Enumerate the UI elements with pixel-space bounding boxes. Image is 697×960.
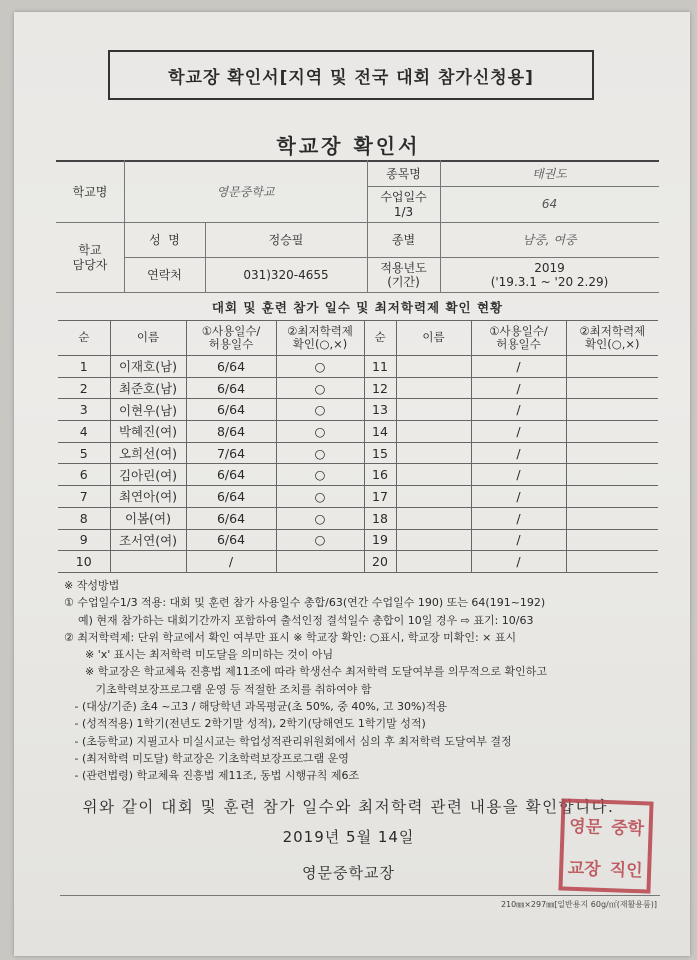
- col-days-line1: ①사용일수/: [201, 323, 261, 338]
- row-check: [566, 464, 658, 486]
- year-value: [440, 258, 659, 292]
- row-no: 20: [364, 551, 396, 573]
- seal-glyph: 영문: [568, 816, 603, 838]
- table-row: [58, 529, 658, 551]
- table-row: [58, 442, 658, 464]
- row-check: ○: [276, 377, 364, 399]
- row-days: /: [471, 464, 566, 486]
- event-value: 태권도: [532, 166, 567, 181]
- row-name: 조서연(여): [110, 529, 186, 551]
- row-check: ○: [276, 529, 364, 551]
- col-days-right-line1: ①사용일수/: [489, 323, 548, 338]
- row-name: [110, 551, 186, 573]
- row-no: 6: [58, 464, 110, 486]
- row-name: 최준호(남): [110, 377, 186, 399]
- row-no: 10: [58, 551, 110, 573]
- row-check: [566, 529, 658, 551]
- writing-instructions: [64, 577, 674, 785]
- table-row: [58, 486, 658, 508]
- manager-label-line1: 학교: [78, 243, 102, 258]
- issue-date: 2019년 5월 14일: [282, 828, 415, 846]
- row-name: [396, 442, 471, 464]
- seal-glyph: 중학: [610, 817, 645, 839]
- table-row: [58, 551, 658, 573]
- row-days: 6/64: [186, 399, 276, 421]
- instruction-line: ※ 작성방법: [64, 579, 120, 592]
- row-no: 17: [364, 486, 396, 508]
- row-days: /: [471, 507, 566, 529]
- document-title: 학교장 확인서: [276, 134, 421, 158]
- row-name: [396, 399, 471, 421]
- row-days: /: [471, 356, 566, 378]
- row-name: [396, 464, 471, 486]
- col-days-right-line2: 허용일수: [496, 337, 541, 351]
- row-no: 3: [58, 399, 110, 421]
- table-row: [58, 464, 658, 486]
- instruction-line: ※ 'x' 표시는 최저학력 미도달을 의미하는 것이 아님: [64, 648, 334, 662]
- year-label: [367, 258, 440, 292]
- row-check: ○: [276, 464, 364, 486]
- row-name: [396, 529, 471, 551]
- row-name: 최연아(여): [110, 486, 186, 508]
- row-check: [566, 421, 658, 443]
- footer-rule: [60, 895, 660, 896]
- row-check: [566, 551, 658, 573]
- grid-rule: [56, 292, 659, 293]
- col-no: 순: [58, 321, 110, 356]
- contact-value: 031)320-4655: [243, 267, 329, 282]
- days-label-line2: 1/3: [393, 204, 414, 219]
- row-days: 6/64: [186, 486, 276, 508]
- row-name: 이봄(여): [110, 507, 186, 529]
- manager-label: [56, 223, 124, 292]
- type-label: 종별: [391, 232, 416, 247]
- school-value: 영문중학교: [216, 184, 275, 199]
- col-check-line1: ②최저학력제: [287, 323, 353, 338]
- row-no: 11: [364, 356, 396, 378]
- row-check: ○: [276, 356, 364, 378]
- principal-signature: 영문중학교장: [302, 864, 395, 882]
- instruction-line: 기초학력보장프로그램 운영 등 적절한 조치를 취하여야 함: [64, 682, 372, 696]
- row-no: 8: [58, 507, 110, 529]
- row-check: ○: [276, 507, 364, 529]
- instruction-line: ② 최저학력제: 단위 학교에서 확인 여부만 표시 ※ 학교장 확인: ○표시, 학교장 미확인: × 표시: [64, 630, 517, 644]
- row-no: 14: [364, 421, 396, 443]
- row-no: 19: [364, 529, 396, 551]
- days-label: [367, 187, 440, 222]
- row-check: [276, 551, 364, 573]
- row-days: 6/64: [186, 529, 276, 551]
- col-check-line2: 확인(○,×): [292, 337, 348, 351]
- col-check-right: [566, 321, 658, 356]
- row-name: 박혜진(여): [110, 421, 186, 443]
- year-label-line1: 적용년도: [380, 260, 427, 275]
- col-days-line2: 허용일수: [208, 337, 254, 351]
- row-days: /: [471, 377, 566, 399]
- row-check: [566, 399, 658, 421]
- row-days: /: [471, 486, 566, 508]
- instruction-line: ※ 학교장은 학교체육 진흥법 제11조에 따라 학생선수 최저학력 도달여부를 의무적으로 확인하고: [64, 665, 547, 679]
- col-name-right: 이름: [396, 321, 471, 356]
- row-name: [396, 377, 471, 399]
- row-check: [566, 442, 658, 464]
- row-name: 김아린(여): [110, 464, 186, 486]
- col-check-right-line1: ②최저학력제: [579, 323, 646, 338]
- event-label: 종목명: [386, 166, 421, 181]
- row-days: 6/64: [186, 356, 276, 378]
- col-check-right-line2: 확인(○,×): [584, 337, 640, 351]
- row-name: 이현우(남): [110, 399, 186, 421]
- row-check: ○: [276, 421, 364, 443]
- seal-glyph: 교장: [567, 858, 601, 880]
- row-days: /: [471, 529, 566, 551]
- row-check: ○: [276, 486, 364, 508]
- official-seal-stamp: [558, 798, 653, 893]
- row-days: 8/64: [186, 421, 276, 443]
- participation-table: [58, 320, 658, 573]
- confirmation-statement: 위와 같이 대회 및 훈련 참가 일수와 최저학력 관련 내용을 확인합니다.: [82, 798, 615, 816]
- row-days: /: [471, 551, 566, 573]
- row-days: 6/64: [186, 377, 276, 399]
- row-check: [566, 356, 658, 378]
- row-days: 6/64: [186, 507, 276, 529]
- row-no: 9: [58, 529, 110, 551]
- row-name: [396, 486, 471, 508]
- table-row: [58, 399, 658, 421]
- row-check: ○: [276, 442, 364, 464]
- days-label-line1: 수업일수: [380, 190, 427, 205]
- instruction-line: - (초등학교) 지필고사 미실시교는 학업성적관리위원회에서 심의 후 최저학력 도달여부 결정: [64, 734, 512, 748]
- instruction-line: - (관련법령) 학교체육 진흥법 제11조, 동법 시행규칙 제6조: [64, 769, 360, 783]
- row-name: 이재호(남): [110, 356, 186, 378]
- name-value: 정승필: [268, 232, 304, 247]
- table-header-row: [58, 321, 658, 356]
- col-name: 이름: [110, 321, 186, 356]
- row-no: 15: [364, 442, 396, 464]
- col-no-right: 순: [364, 321, 396, 356]
- form-banner-title: 학교장 확인서[지역 및 전국 대회 참가신청용]: [108, 50, 594, 100]
- table-row: [58, 356, 658, 378]
- type-value: 남중, 여중: [522, 232, 577, 247]
- col-check: [276, 321, 364, 356]
- row-no: 5: [58, 442, 110, 464]
- contact-label: 연락처: [147, 267, 182, 282]
- row-no: 2: [58, 377, 110, 399]
- row-name: [396, 356, 471, 378]
- row-no: 12: [364, 377, 396, 399]
- col-days-right: [471, 321, 566, 356]
- table-row: [58, 507, 658, 529]
- year-label-line2: (기간): [387, 275, 420, 289]
- year-value-line1: 2019: [534, 260, 565, 275]
- row-check: ○: [276, 399, 364, 421]
- row-check: [566, 486, 658, 508]
- row-name: 오희선(여): [110, 442, 186, 464]
- manager-label-line2: 담당자: [72, 257, 108, 272]
- row-days: /: [471, 421, 566, 443]
- row-no: 4: [58, 421, 110, 443]
- row-days: 6/64: [186, 464, 276, 486]
- table-row: [58, 377, 658, 399]
- row-no: 7: [58, 486, 110, 508]
- row-name: [396, 421, 471, 443]
- instruction-line: ① 수업일수1/3 적용: 대회 및 훈련 참가 사용일수 총합/63(연간 수업일수 190) 또는 64(191~192): [64, 596, 546, 610]
- name-label: 성 명: [149, 232, 180, 247]
- row-days: 7/64: [186, 442, 276, 464]
- row-no: 1: [58, 356, 110, 378]
- col-days: [186, 321, 276, 356]
- school-label: 학교명: [72, 184, 108, 199]
- instruction-line: - (대상/기준) 초4 ~고3 / 해당학년 과목평균(초 50%, 중 40%, 고 30%)적용: [64, 700, 447, 714]
- year-value-line2: ('19.3.1 ~ '20 2.29): [490, 275, 609, 289]
- instruction-line: 예) 현재 참가하는 대회기간까지 포함하여 출석인정 결석일수 총합이 10일 경우 ⇨ 표기: 10/63: [64, 613, 534, 627]
- instruction-line: - (성적적용) 1학기(전년도 2학기말 성적), 2학기(당해연도 1학기말 성적): [64, 717, 426, 731]
- section-title: 대회 및 훈련 참가 일수 및 최저학력제 확인 현황: [211, 300, 504, 315]
- row-name: [396, 551, 471, 573]
- row-no: 18: [364, 507, 396, 529]
- row-days: /: [471, 399, 566, 421]
- table-row: [58, 421, 658, 443]
- row-name: [396, 507, 471, 529]
- row-days: /: [186, 551, 276, 573]
- row-check: [566, 507, 658, 529]
- days-value: 64: [541, 197, 558, 212]
- row-no: 13: [364, 399, 396, 421]
- row-days: /: [471, 442, 566, 464]
- paper-spec-footer: 210㎜×297㎜[일반용지 60g/㎡(재활용품)]: [500, 900, 657, 909]
- row-no: 16: [364, 464, 396, 486]
- row-check: [566, 377, 658, 399]
- seal-glyph: 직인: [609, 859, 643, 881]
- instruction-line: - (최저학력 미도달) 학교장은 기초학력보장프로그램 운영: [64, 751, 349, 765]
